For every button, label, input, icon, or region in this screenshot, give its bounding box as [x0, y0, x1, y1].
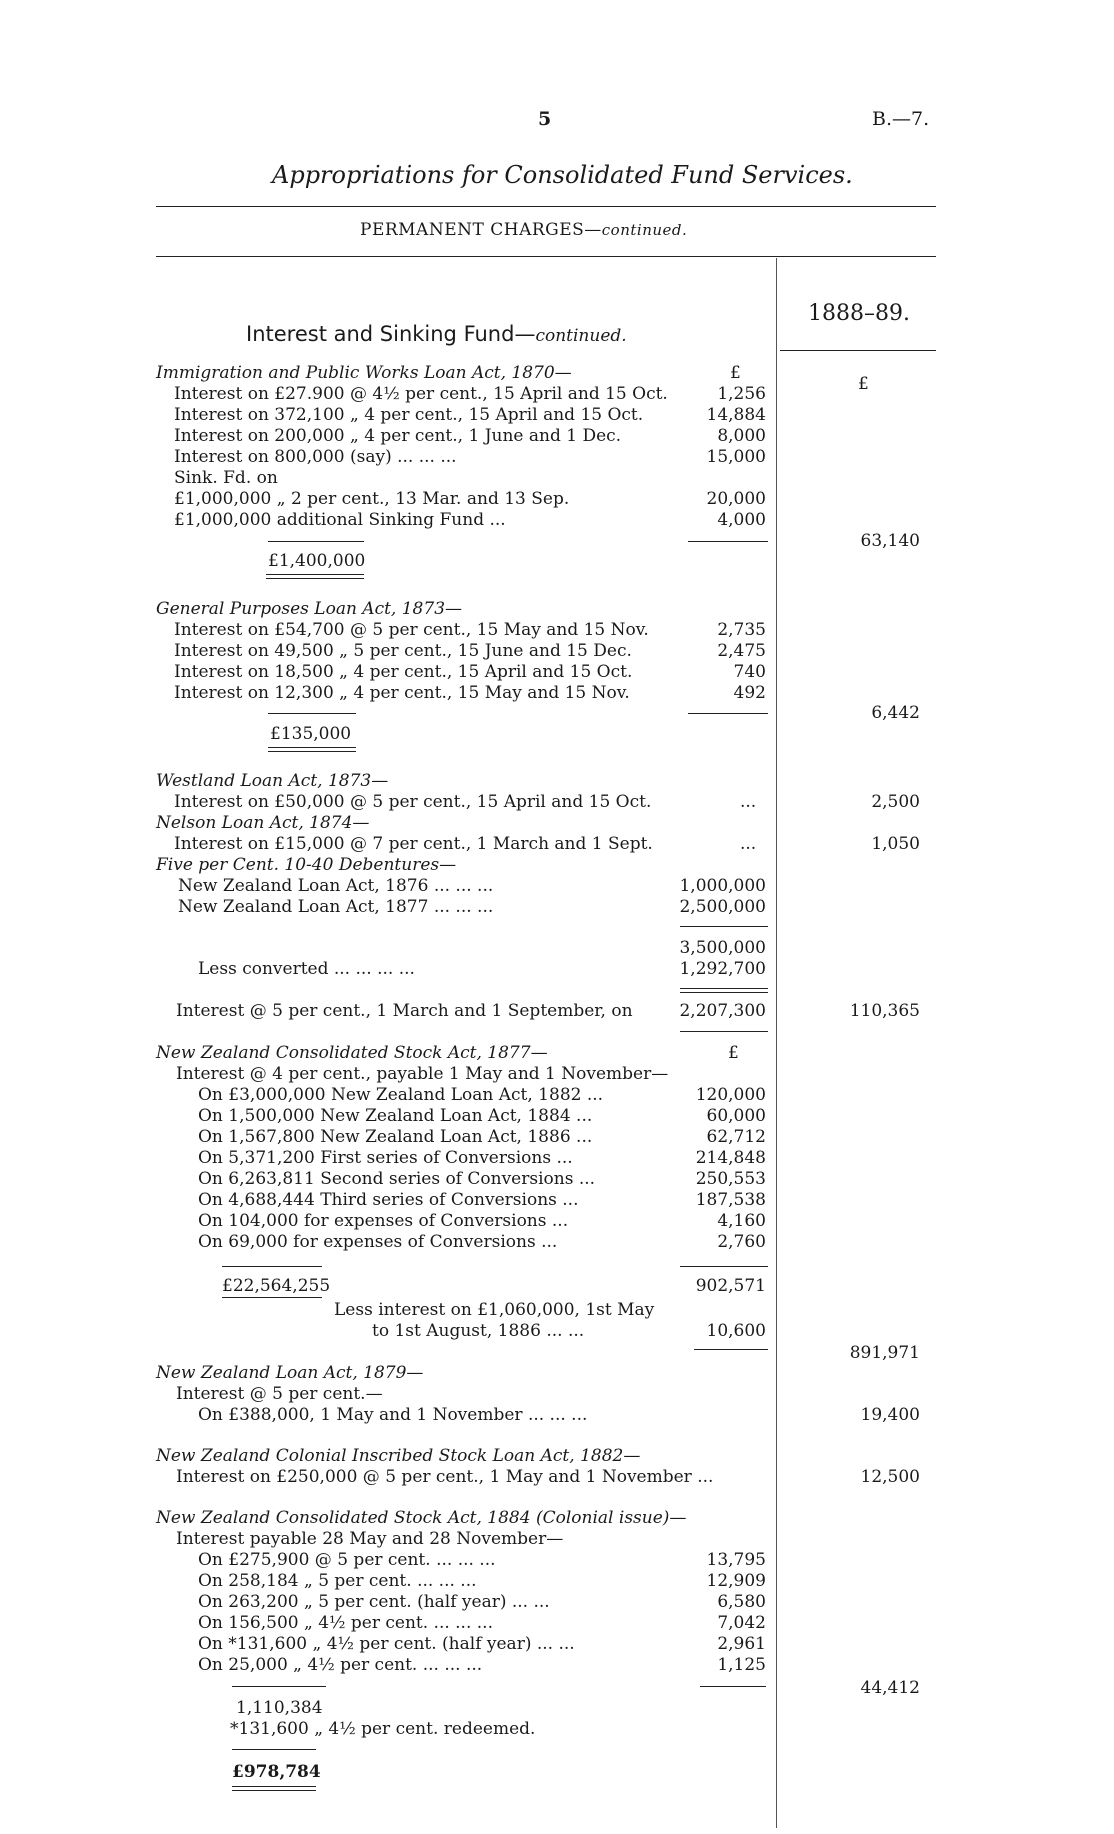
table-row-amount: 14,884	[706, 405, 766, 425]
table-row-amount: 6,580	[717, 1592, 766, 1612]
table-row-amount: 1,125	[717, 1655, 766, 1675]
table-row-label: On 5,371,200 First series of Conversions ...	[198, 1148, 573, 1168]
subtotal-rule	[680, 926, 768, 927]
debentures-less-label: Less converted ... ... ... ...	[198, 959, 415, 979]
table-row-label: On 258,184 „ 5 per cent. ... ... ...	[198, 1571, 477, 1591]
document-reference: B.—7.	[872, 108, 930, 130]
debentures-subtotal: 3,500,000	[679, 938, 766, 958]
net-rule	[232, 1749, 316, 1750]
table-row-label: Interest on 49,500 „ 5 per cent., 15 June and 15 Dec.	[174, 641, 632, 661]
westland-dots: ...	[740, 792, 757, 812]
principal-rule	[222, 1266, 322, 1267]
table-row-amount: 2,760	[717, 1232, 766, 1252]
double-rule	[266, 574, 364, 579]
table-row-label: On 4,688,444 Third series of Conversions ...	[198, 1190, 579, 1210]
inscribed-1882-title: New Zealand Colonial Inscribed Stock Loan Act, 1882—	[156, 1446, 641, 1466]
table-row-amount: 60,000	[706, 1106, 766, 1126]
stock-1877-sum: 902,571	[695, 1276, 766, 1296]
table-row-amount: 4,000	[717, 510, 766, 530]
stock-1877-less-line1: Less interest on £1,060,000, 1st May	[334, 1300, 655, 1320]
act-1870-title: Immigration and Public Works Loan Act, 1870—	[156, 363, 572, 383]
inscribed-1882-year-total: 12,500	[860, 1467, 920, 1487]
subtotal-rule	[680, 1266, 768, 1267]
table-row-amount: 120,000	[695, 1085, 766, 1105]
westland-year-total: 2,500	[871, 792, 920, 812]
inscribed-1882-line: Interest on £250,000 @ 5 per cent., 1 May and 1 November ...	[176, 1467, 714, 1487]
table-row-label: Interest on £54,700 @ 5 per cent., 15 May and 15 Nov.	[174, 620, 649, 640]
subtotal-rule	[700, 1686, 766, 1687]
stock-1884-redeemed: *131,600 „ 4½ per cent. redeemed.	[230, 1719, 536, 1739]
table-row-amount: 2,735	[717, 620, 766, 640]
nelson-title: Nelson Loan Act, 1874—	[156, 813, 370, 833]
double-rule	[268, 747, 356, 752]
table-row-label: On 6,263,811 Second series of Conversions ...	[198, 1169, 596, 1189]
year-column-currency: £	[858, 374, 869, 394]
subtotal-rule	[694, 1349, 768, 1350]
table-row-amount: 13,795	[706, 1550, 766, 1570]
stock-1877-year-total: 891,971	[849, 1343, 920, 1363]
principal-underline	[222, 1297, 322, 1298]
table-row-amount: 2,961	[717, 1634, 766, 1654]
principal-rule	[268, 541, 364, 542]
year-column-header: 1888–89.	[808, 301, 910, 326]
table-row-label: On 156,500 „ 4½ per cent. ... ... ...	[198, 1613, 493, 1633]
table-row-label: Interest on 200,000 „ 4 per cent., 1 June and 1 Dec.	[174, 426, 622, 446]
double-rule	[680, 988, 768, 993]
section-heading: Interest and Sinking Fund—continued.	[246, 322, 627, 346]
stock-1877-currency: £	[728, 1043, 739, 1063]
stock-1877-less-amount: 10,600	[706, 1321, 766, 1341]
act-1870-year-total: 63,140	[860, 531, 920, 551]
table-row-label: On 69,000 for expenses of Conversions ...	[198, 1232, 558, 1252]
table-row-label: On 104,000 for expenses of Conversions ...	[198, 1211, 569, 1231]
act-1873-gp-year-total: 6,442	[871, 703, 920, 723]
table-row-label: On 1,567,800 New Zealand Loan Act, 1886 ...	[198, 1127, 593, 1147]
table-row-label: On 1,500,000 New Zealand Loan Act, 1884 ...	[198, 1106, 593, 1126]
table-row-amount: 8,000	[717, 426, 766, 446]
loan-1879-line1: Interest @ 5 per cent.—	[176, 1384, 383, 1404]
subtotal-rule	[688, 713, 768, 714]
stock-1884-net: £978,784	[232, 1762, 321, 1782]
table-row-label: On 263,200 „ 5 per cent. (half year) ... ...	[198, 1592, 550, 1612]
table-row-amount: 1,000,000	[679, 876, 766, 896]
table-row-amount: 4,160	[717, 1211, 766, 1231]
column-divider	[776, 258, 777, 1828]
table-row-label: Interest on 800,000 (say) ... ... ...	[174, 447, 457, 467]
table-row-amount: 7,042	[717, 1613, 766, 1633]
act-1873-gp-title: General Purposes Loan Act, 1873—	[156, 599, 463, 619]
gross-rule	[232, 1686, 326, 1687]
table-row-amount: 2,475	[717, 641, 766, 661]
stock-1877-title: New Zealand Consolidated Stock Act, 1877—	[156, 1043, 548, 1063]
table-row-amount: 250,553	[695, 1169, 766, 1189]
table-row-amount: 187,538	[695, 1190, 766, 1210]
stock-1877-intro: Interest @ 4 per cent., payable 1 May and 1 November—	[176, 1064, 669, 1084]
title-rule	[156, 206, 936, 207]
stock-1884-title: New Zealand Consolidated Stock Act, 1884 (Colonial issue)—	[156, 1508, 687, 1528]
nelson-year-total: 1,050	[871, 834, 920, 854]
table-row-label: £1,000,000 additional Sinking Fund ...	[174, 510, 506, 530]
act-1870-currency: £	[730, 363, 741, 383]
stock-1884-intro: Interest payable 28 May and 28 November—	[176, 1529, 564, 1549]
loan-1879-year-total: 19,400	[860, 1405, 920, 1425]
table-row-label: New Zealand Loan Act, 1876 ... ... ...	[178, 876, 494, 896]
page-title: Appropriations for Consolidated Fund Services.	[272, 161, 853, 189]
act-1873-gp-principal-total: £135,000	[270, 724, 352, 744]
section-rule	[680, 1031, 768, 1032]
stock-1877-less-line2: to 1st August, 1886 ... ...	[372, 1321, 585, 1341]
table-row-label: On *131,600 „ 4½ per cent. (half year) ... ...	[198, 1634, 575, 1654]
double-rule	[232, 1786, 316, 1791]
loan-1879-line2: On £388,000, 1 May and 1 November ... ... ...	[198, 1405, 588, 1425]
table-row-amount: 20,000	[706, 489, 766, 509]
table-row-label: Sink. Fd. on	[174, 468, 278, 488]
stock-1877-principal-total: £22,564,255	[222, 1276, 331, 1296]
nelson-dots: ...	[740, 834, 757, 854]
nelson-row: Interest on £15,000 @ 7 per cent., 1 March and 1 Sept.	[174, 834, 653, 854]
table-row-label: £1,000,000 „ 2 per cent., 13 Mar. and 13 Sep.	[174, 489, 570, 509]
table-row-label: Interest on 372,100 „ 4 per cent., 15 April and 15 Oct.	[174, 405, 644, 425]
principal-rule	[268, 713, 356, 714]
table-row-label: Interest on £27.900 @ 4½ per cent., 15 April and 15 Oct.	[174, 384, 668, 404]
westland-row: Interest on £50,000 @ 5 per cent., 15 April and 15 Oct.	[174, 792, 652, 812]
table-row-amount: 62,712	[706, 1127, 766, 1147]
table-row-label: On 25,000 „ 4½ per cent. ... ... ...	[198, 1655, 483, 1675]
debentures-less-amount: 1,292,700	[679, 959, 766, 979]
table-row-amount: 12,909	[706, 1571, 766, 1591]
table-row-amount: 1,256	[717, 384, 766, 404]
table-row-label: New Zealand Loan Act, 1877 ... ... ...	[178, 897, 494, 917]
table-row-label: Interest on 12,300 „ 4 per cent., 15 May and 15 Nov.	[174, 683, 630, 703]
stock-1884-year-total: 44,412	[860, 1678, 920, 1698]
debentures-interest-amount: 2,207,300	[679, 1001, 766, 1021]
debentures-title: Five per Cent. 10-40 Debentures—	[156, 855, 457, 875]
table-row-amount: 15,000	[706, 447, 766, 467]
table-row-amount: 492	[733, 683, 766, 703]
debentures-year-total: 110,365	[849, 1001, 920, 1021]
subtitle-rule	[156, 256, 936, 257]
table-row-label: On £3,000,000 New Zealand Loan Act, 1882 ...	[198, 1085, 604, 1105]
table-row-amount: 740	[733, 662, 766, 682]
page-number: 5	[538, 108, 552, 130]
debentures-interest-label: Interest @ 5 per cent., 1 March and 1 September, on	[176, 1001, 633, 1021]
table-row-label: Interest on 18,500 „ 4 per cent., 15 April and 15 Oct.	[174, 662, 633, 682]
table-row-amount: 2,500,000	[679, 897, 766, 917]
table-row-amount: 214,848	[695, 1148, 766, 1168]
page-subtitle: PERMANENT CHARGES—continued.	[360, 220, 688, 240]
subtotal-rule	[688, 541, 768, 542]
table-row-label: On £275,900 @ 5 per cent. ... ... ...	[198, 1550, 496, 1570]
act-1870-principal-total: £1,400,000	[268, 551, 366, 571]
stock-1884-gross: 1,110,384	[236, 1698, 323, 1718]
year-header-rule	[780, 350, 936, 351]
westland-title: Westland Loan Act, 1873—	[156, 771, 389, 791]
loan-1879-title: New Zealand Loan Act, 1879—	[156, 1363, 424, 1383]
